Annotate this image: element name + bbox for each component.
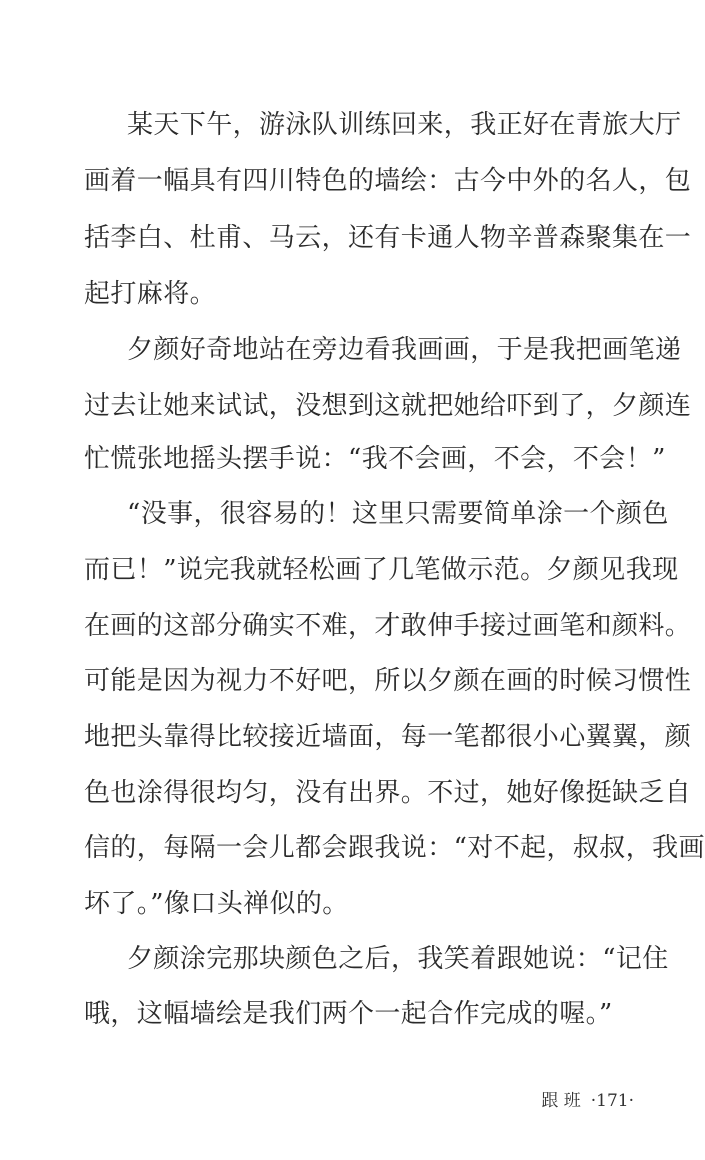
paragraph-3-line-4: 可能是因为视力不好吧，所以夕颜在画的时候习惯性 <box>84 666 692 696</box>
paragraph-1-line-3: 括李白、杜甫、马云，还有卡通人物辛普森聚集在一 <box>84 223 692 253</box>
page-number: ·171· <box>590 1091 634 1111</box>
paragraph-2-line-1: 夕颜好奇地站在旁边看我画画，于是我把画笔递 <box>127 335 682 365</box>
page-footer <box>541 1090 634 1112</box>
paragraph-2-line-2: 过去让她来试试，没想到这就把她给吓到了，夕颜连 <box>84 391 692 421</box>
paragraph-4-line-1: 夕颜涂完那块颜色之后，我笑着跟她说：“记住 <box>127 944 669 974</box>
paragraph-1-line-2: 画着一幅具有四川特色的墙绘：古今中外的名人，包 <box>84 166 692 196</box>
paragraph-3-line-2: 而已！”说完我就轻松画了几笔做示范。夕颜见我现 <box>84 555 679 585</box>
paragraph-3-line-7: 信的，每隔一会儿都会跟我说：“对不起，叔叔，我画 <box>84 833 705 863</box>
paragraph-1-line-4: 起打麻将。 <box>84 279 217 309</box>
paragraph-4-line-2: 哦，这幅墙绘是我们两个一起合作完成的喔。” <box>84 999 613 1029</box>
paragraph-2-line-3: 忙慌张地摇头摆手说：“我不会画，不会，不会！” <box>84 444 666 474</box>
paragraph-3-line-5: 地把头靠得比较接近墙面，每一笔都很小心翼翼，颜 <box>84 722 692 752</box>
running-header-chapter: 跟 班 <box>541 1091 581 1111</box>
paragraph-3-line-3: 在画的这部分确实不难，才敢伸手接过画笔和颜料。 <box>84 611 692 641</box>
paragraph-3-line-6: 色也涂得很均匀，没有出界。不过，她好像挺缺乏自 <box>84 778 692 808</box>
paragraph-1-line-1: 某天下午，游泳队训练回来，我正好在青旅大厅 <box>127 110 682 140</box>
paragraph-3-line-8: 坏了。”像口头禅似的。 <box>84 889 349 919</box>
paragraph-3-line-1: “没事，很容易的！这里只需要简单涂一个颜色 <box>127 499 669 529</box>
